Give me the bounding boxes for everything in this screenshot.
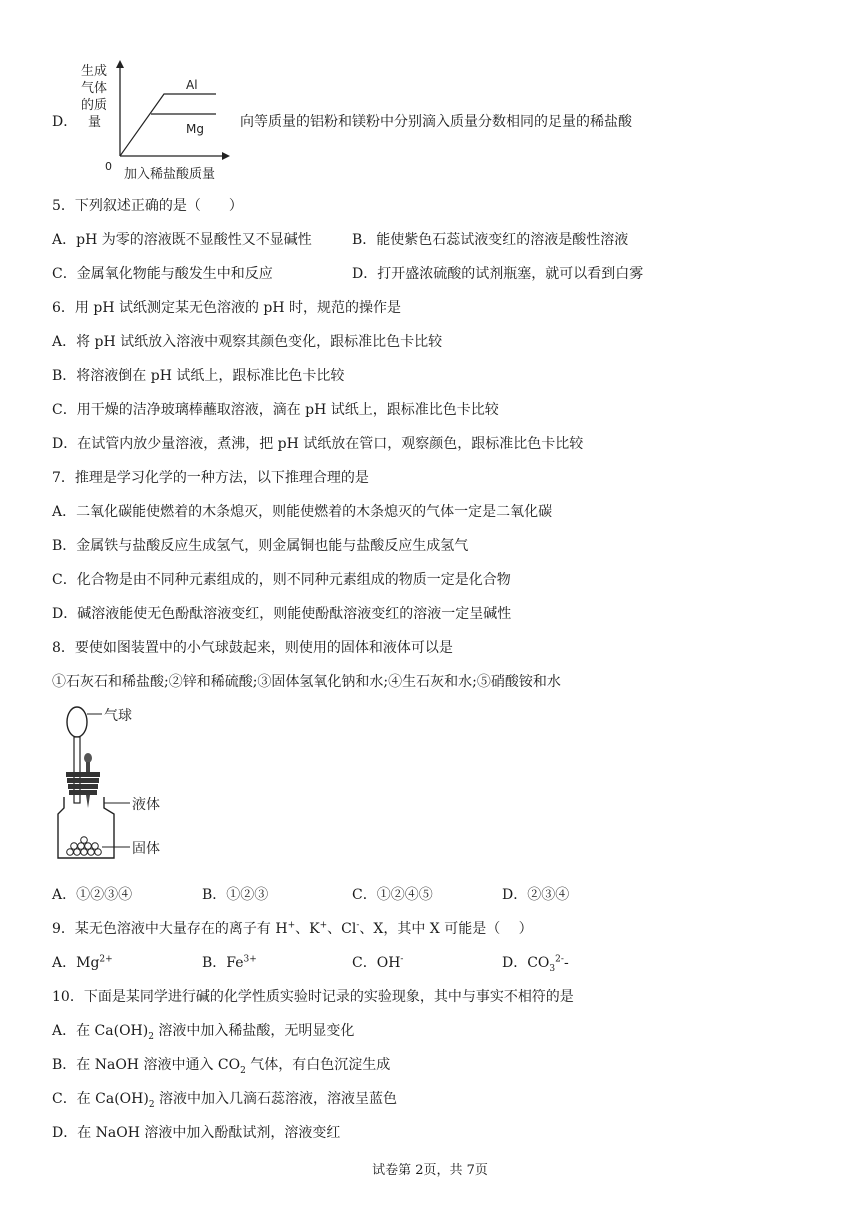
solid-particles [67, 837, 102, 856]
graph-al-label: Al [186, 78, 198, 92]
q5-option-c: C．金属氧化物能与酸发生中和反应 [52, 266, 273, 282]
q9-option-b: B．$Fe^{3+}$ [202, 954, 257, 971]
q7-option-a: A．二氧化碳能使燃着的木条熄灭，则能使燃着的木条熄灭的气体一定是二氧化碳 [52, 504, 553, 520]
q8-stem: 8．要使如图装置中的小气球鼓起来，则使用的固体和液体可以是 [52, 640, 453, 656]
graph-xlabel: 加入稀盐酸质量 [124, 167, 216, 182]
q9-option-d: D．$CO_3^{2-}-$ [502, 954, 569, 974]
q9-stem: 9．某无色溶液中大量存在的离子有 H+、K+、Cl-、X，其中 X 可能是（ ） [52, 920, 533, 937]
q7-option-b: B．金属铁与盐酸反应生成氢气，则金属铜也能与盐酸反应生成氢气 [52, 538, 469, 554]
q6-option-b: B．将溶液倒在 pH 试纸上，跟标准比色卡比较 [52, 368, 345, 384]
q7-stem: 7．推理是学习化学的一种方法，以下推理合理的是 [52, 470, 369, 486]
stopper-bottom [69, 790, 97, 795]
graph-y-arrow [116, 60, 124, 68]
q6-stem: 6．用 pH 试纸测定某无色溶液的 pH 时，规范的操作是 [52, 300, 402, 316]
dropper-bulb [84, 753, 92, 763]
q8-option-a: A．①②③④ [52, 887, 133, 903]
graph-origin: 0 [105, 160, 112, 173]
graph-ylabel-4: 量 [88, 115, 102, 130]
dropper-tip [86, 795, 90, 808]
q4-option-d-text: 向等质量的铝粉和镁粉中分别滴入质量分数相同的足量的稀盐酸 [240, 114, 632, 130]
q5-stem: 5．下列叙述正确的是（ ） [52, 198, 243, 214]
label-liquid: 液体 [132, 797, 160, 813]
page-footer: 试卷第 2页，共 7页 [372, 1163, 488, 1178]
q8-option-b: B．①②③ [202, 887, 269, 903]
graph-x-arrow [222, 152, 230, 160]
q8-list: ①石灰石和稀盐酸;②锌和稀硫酸;③固体氢氧化钠和水;④生石灰和水;⑤硝酸铵和水 [52, 674, 561, 690]
q5-option-a: A．pH 为零的溶液既不显酸性又不显碱性 [52, 232, 312, 248]
q6-option-c: C．用干燥的洁净玻璃棒蘸取溶液，滴在 pH 试纸上，跟标准比色卡比较 [52, 402, 499, 418]
label-solid: 固体 [132, 841, 160, 857]
q9-option-c: C．OH- [352, 954, 404, 971]
q10-option-b: B．在 NaOH 溶液中通入 $CO_2$ 气体，有白色沉淀生成 [52, 1057, 391, 1076]
q9-option-a: A．$Mg^{2+}$ [52, 954, 113, 971]
q10-option-c: C．在 $Ca(OH)_2$ 溶液中加入几滴石蕊溶液，溶液呈蓝色 [52, 1091, 398, 1110]
q5-option-b: B．能使紫色石蕊试液变红的溶液是酸性溶液 [352, 232, 629, 248]
graph-mg-label: Mg [186, 122, 204, 136]
q7-option-d: D．碱溶液能使无色酚酞溶液变红，则能使酚酞溶液变红的溶液一定呈碱性 [52, 606, 512, 622]
q5-option-d: D．打开盛浓硫酸的试剂瓶塞，就可以看到白雾 [352, 266, 644, 282]
q10-option-d: D．在 NaOH 溶液中加入酚酞试剂，溶液变红 [52, 1125, 341, 1141]
graph-ylabel-2: 气体 [81, 81, 108, 96]
stopper-top [66, 772, 100, 777]
q8-apparatus-figure [52, 700, 192, 865]
q6-option-a: A．将 pH 试纸放入溶液中观察其颜色变化，跟标准比色卡比较 [52, 334, 443, 350]
q4-option-d-label: D． [52, 114, 78, 130]
q6-option-d: D．在试管内放少量溶液，煮沸，把 pH 试纸放在管口，观察颜色，跟标准比色卡比较 [52, 436, 584, 452]
label-balloon: 气球 [104, 708, 132, 724]
graph-ylabel-3: 的质 [81, 98, 108, 113]
q10-option-a: A．在 $Ca(OH)_2$ 溶液中加入稀盐酸，无明显变化 [52, 1023, 355, 1042]
balloon-shape [67, 707, 87, 737]
q8-option-d: D．②③④ [502, 887, 570, 903]
graph-ylabel-1: 生成 [81, 64, 108, 79]
q4-graph [76, 58, 246, 186]
dropper-neck [86, 762, 90, 772]
q8-option-c: C．①②④⑤ [352, 887, 433, 903]
q10-stem: 10．下面是某同学进行碱的化学性质实验时记录的实验现象，其中与事实不相符的是 [52, 989, 574, 1005]
q7-option-c: C．化合物是由不同种元素组成的，则不同种元素组成的物质一定是化合物 [52, 572, 511, 588]
